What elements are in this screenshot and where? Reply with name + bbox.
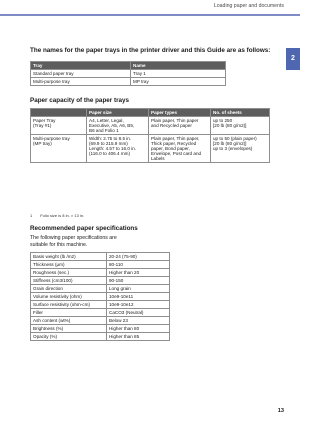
tray-names-table	[30, 61, 226, 86]
cell-line: Executive, A5, A6, B5,	[89, 123, 135, 128]
table-row	[31, 78, 226, 86]
page-number: 13	[277, 408, 284, 414]
spec-label: Brightness (%)	[31, 325, 107, 333]
table-cell-types	[149, 135, 211, 163]
spec-label: Opacity (%)	[31, 333, 107, 341]
cell-line: Labels	[151, 156, 165, 161]
spec-value: Higher than 80	[107, 325, 170, 333]
column-header-sheets: No. of sheets	[211, 109, 270, 117]
table-cell-size	[87, 117, 149, 135]
cell-line: up to 250	[213, 118, 233, 123]
table-cell: Tray 1	[131, 70, 226, 78]
table-cell-tray	[31, 117, 87, 135]
table-row	[31, 317, 170, 325]
spec-value: 20-24 (75-90)	[107, 253, 170, 261]
spec-value: 10e9-10e12	[107, 301, 170, 309]
column-header-tray: Tray	[31, 62, 131, 70]
cell-line: and Recycled paper	[151, 123, 192, 128]
cell-line: paper, Bond paper,	[151, 146, 190, 151]
cell-line: up to 50 (plain paper)	[213, 136, 257, 141]
cell-line: Plain paper, Thin paper,	[151, 136, 200, 141]
running-title: Loading paper and documents	[213, 3, 284, 9]
footnote-mark: 1	[30, 213, 33, 218]
cell-line: B6 and Folio 1	[89, 128, 119, 133]
spec-label: Stiffness (cm3/100)	[31, 277, 107, 285]
table-row	[31, 261, 170, 269]
intro-line: The following paper specifications are	[30, 235, 117, 241]
column-header-paper-types: Paper types	[149, 109, 211, 117]
spec-label: Roughness (sec.)	[31, 269, 107, 277]
table-cell: Standard paper tray	[31, 70, 131, 78]
table-row	[31, 117, 270, 135]
table-cell-tray	[31, 135, 87, 163]
cell-line: Length: 4.57 to 16.0 in.	[89, 146, 136, 151]
table-row	[31, 277, 170, 285]
column-header-name: Name	[131, 62, 226, 70]
table-row	[31, 253, 170, 261]
cell-line: (Tray #1)	[33, 123, 52, 128]
cell-line: [20 lb (80 g/m2)]	[213, 141, 247, 146]
section-intro	[30, 235, 117, 249]
cell-line: Multi-purpose tray	[33, 136, 70, 141]
column-header-tray	[31, 109, 87, 117]
spec-label: Ash content (wt%)	[31, 317, 107, 325]
spec-value: Long grain	[107, 285, 170, 293]
table-row	[31, 333, 170, 341]
cell-line: A4, Letter, Legal,	[89, 118, 124, 123]
table-cell-types	[149, 117, 211, 135]
spec-value: Below 23	[107, 317, 170, 325]
table-header-row	[31, 62, 226, 70]
cell-line: [20 lb (80 g/m2)]	[213, 123, 247, 128]
intro-line: suitable for this machine.	[30, 242, 88, 248]
cell-line: (116.0 to 406.4 mm)	[89, 151, 131, 156]
cell-line: Envelope, Post card and	[151, 151, 202, 156]
table-cell: MP tray	[131, 78, 226, 86]
table-row	[31, 301, 170, 309]
table-row	[31, 293, 170, 301]
table-row	[31, 325, 170, 333]
table-cell: Multi-purpose tray	[31, 78, 131, 86]
spec-label: Grain direction	[31, 285, 107, 293]
paper-capacity-table	[30, 108, 270, 163]
paper-specs-table	[30, 252, 170, 341]
chapter-tab: 2	[286, 48, 300, 70]
cell-line: Width: 2.75 to 8.5 in.	[89, 136, 132, 141]
cell-line: (MP tray)	[33, 141, 52, 146]
section-heading-paper-capacity: Paper capacity of the paper trays	[30, 97, 130, 104]
table-row	[31, 309, 170, 317]
cell-line: up to 3 (envelopes)	[213, 146, 253, 151]
table-row	[31, 269, 170, 277]
footnote	[30, 213, 84, 218]
header-rule	[0, 14, 300, 16]
cell-line: Thick paper, Recycled	[151, 141, 197, 146]
cell-line: (69.9 to 215.9 mm)	[89, 141, 128, 146]
table-cell-sheets	[211, 117, 270, 135]
table-row	[31, 135, 270, 163]
spec-value: 90-150	[107, 277, 170, 285]
section-heading-tray-names: The names for the paper trays in the printer driver and this Guide are as follows:	[30, 47, 271, 54]
cell-line: Plain paper, Thin paper	[151, 118, 199, 123]
spec-value: CaCO3 (Neutral)	[107, 309, 170, 317]
spec-label: Filler	[31, 309, 107, 317]
spec-label: Thickness (μm)	[31, 261, 107, 269]
table-header-row	[31, 109, 270, 117]
spec-label: Volume resistivity (ohm)	[31, 293, 107, 301]
spec-value: Higher than 20	[107, 269, 170, 277]
spec-label: Basis weight (lb /m2)	[31, 253, 107, 261]
cell-line: Paper Tray	[33, 118, 56, 123]
column-header-paper-size: Paper size	[87, 109, 149, 117]
table-cell-sheets	[211, 135, 270, 163]
spec-label: Surface resistivity (ohm-cm)	[31, 301, 107, 309]
table-row	[31, 70, 226, 78]
table-row	[31, 285, 170, 293]
spec-value: 80-110	[107, 261, 170, 269]
section-heading-paper-specs: Recommended paper specifications	[30, 225, 138, 232]
table-cell-size	[87, 135, 149, 163]
footnote-text: Folio size is 8 in. × 13 in.	[40, 213, 85, 218]
spec-value: Higher than 85	[107, 333, 170, 341]
spec-value: 10e9-10e11	[107, 293, 170, 301]
